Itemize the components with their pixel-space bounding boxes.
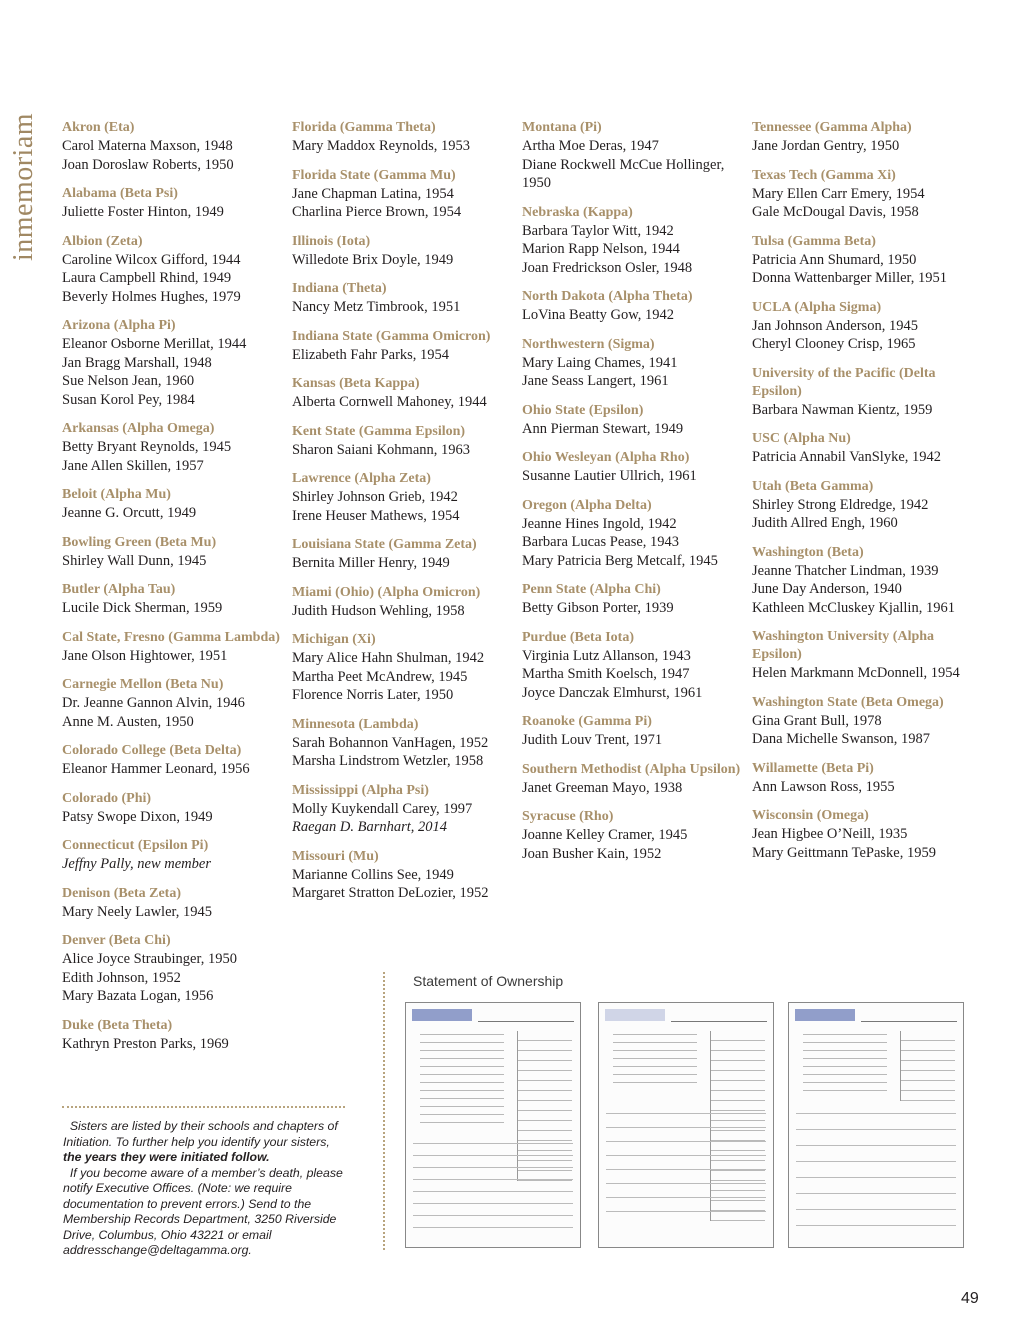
member-name: Anne M. Austen, 1950 [62, 713, 194, 730]
memoriam-column-3 [522, 119, 742, 874]
member-name: Judith Allred Engh, 1960 [752, 515, 898, 531]
membership-note [63, 1119, 348, 1259]
member-name: Marianne Collins See, 1949 [292, 866, 454, 883]
member-name: Margaret Stratton DeLozier, 1952 [292, 885, 489, 901]
chapter-name: Indiana State (Gamma Omicron) [292, 328, 491, 344]
chapter-entry [522, 402, 742, 439]
chapter-name: Colorado (Phi) [62, 790, 152, 806]
chapter-entry [752, 807, 967, 862]
member-name: Florence Norris Later, 1950 [292, 687, 454, 703]
member-name: Donna Wattenbarger Miller, 1951 [752, 270, 948, 286]
member-name: Jan Bragg Marshall, 1948 [62, 354, 212, 371]
chapter-name: Bowling Green (Beta Mu) [62, 534, 217, 550]
chapter-entry [292, 167, 517, 222]
chapter-entry [292, 328, 517, 365]
chapter-name: Indiana (Theta) [292, 281, 387, 296]
member-name: Joan Fredrickson Osler, 1948 [522, 259, 693, 276]
member-name: Sue Nelson Jean, 1960 [62, 373, 195, 389]
chapter-name: Colorado College (Beta Delta) [62, 743, 242, 758]
member-name: Barbara Taylor Witt, 1942 [522, 222, 674, 239]
chapter-name: Denver (Beta Chi) [62, 933, 171, 948]
chapter-name: Miami (Ohio) (Alpha Omicron) [292, 584, 481, 600]
member-name: Alberta Cornwell Mahoney, 1944 [292, 394, 487, 410]
member-name: Jan Johnson Anderson, 1945 [752, 317, 918, 334]
chapter-entry [62, 581, 287, 618]
chapter-name: Wisconsin (Omega) [752, 808, 869, 823]
member-name: Kathryn Preston Parks, 1969 [62, 1035, 229, 1052]
member-name: Kathleen McCluskey Kjallin, 1961 [752, 599, 955, 616]
chapter-entry [62, 317, 287, 409]
member-name: Patricia Annabil VanSlyke, 1942 [752, 449, 942, 465]
chapter-entry [522, 204, 742, 278]
chapter-entry [62, 420, 287, 475]
chapter-name: Kent State (Gamma Epsilon) [292, 423, 466, 439]
member-name: Shirley Johnson Grieb, 1942 [292, 489, 458, 505]
chapter-name: Montana (Pi) [522, 120, 602, 135]
chapter-name: Louisiana State (Gamma Zeta) [292, 537, 477, 552]
chapter-name: Illinois (Iota) [292, 233, 371, 249]
chapter-entry [292, 233, 517, 270]
member-name: Laura Campbell Rhind, 1949 [62, 270, 232, 286]
chapter-entry [522, 761, 742, 798]
chapter-name: Michigan (Xi) [292, 632, 376, 647]
member-name: Eleanor Osborne Merillat, 1944 [62, 336, 247, 352]
chapter-entry [522, 119, 742, 193]
member-name: Gina Grant Bull, 1978 [752, 712, 882, 729]
chapter-entry [62, 486, 287, 523]
chapter-entry [292, 584, 517, 621]
chapter-entry [522, 336, 742, 391]
member-name: Joan Doroslaw Roberts, 1950 [62, 156, 234, 173]
chapter-entry [62, 885, 287, 922]
member-name: Martha Smith Koelsch, 1947 [522, 666, 690, 682]
member-name: Artha Moe Deras, 1947 [522, 138, 659, 154]
chapter-entry [522, 713, 742, 750]
member-name: Lucile Dick Sherman, 1959 [62, 600, 223, 616]
chapter-entry [752, 167, 967, 222]
member-name: Jeanne G. Orcutt, 1949 [62, 505, 197, 521]
chapter-name: Oregon (Alpha Delta) [522, 497, 652, 513]
chapter-entry [292, 631, 517, 705]
member-name: Susan Korol Pey, 1984 [62, 391, 195, 408]
member-name: Mary Neely Lawler, 1945 [62, 903, 213, 920]
member-name: Willedote Brix Doyle, 1949 [292, 251, 454, 268]
member-name: Virginia Lutz Allanson, 1943 [522, 647, 691, 664]
chapter-entry [62, 629, 287, 666]
chapter-name: Mississippi (Alpha Psi) [292, 782, 429, 798]
chapter-entry [522, 449, 742, 486]
chapter-name: Beloit (Alpha Mu) [62, 487, 171, 502]
member-name: Jeffny Pally, new member [62, 856, 211, 872]
chapter-entry [62, 932, 287, 1006]
member-name: Janet Greeman Mayo, 1938 [522, 779, 683, 796]
chapter-name: Denison (Beta Zeta) [62, 885, 181, 901]
member-name: Caroline Wilcox Gifford, 1944 [62, 251, 241, 268]
chapter-entry [62, 119, 287, 174]
statement-of-ownership-title: Statement of Ownership [413, 973, 564, 989]
chapter-entry [62, 742, 287, 779]
chapter-entry [752, 478, 967, 533]
chapter-entry [62, 185, 287, 222]
chapter-name: Willamette (Beta Pi) [752, 760, 874, 776]
member-name: Charlina Pierce Brown, 1954 [292, 204, 462, 220]
chapter-name: Tulsa (Gamma Beta) [752, 233, 876, 249]
statement-form-image-3 [788, 1002, 964, 1248]
member-name: LoVina Beatty Gow, 1942 [522, 307, 675, 323]
chapter-name: Alabama (Beta Psi) [62, 186, 178, 201]
member-name: Edith Johnson, 1952 [62, 969, 181, 986]
chapter-entry [752, 694, 967, 749]
chapter-name: Ohio State (Epsilon) [522, 402, 644, 418]
chapter-entry [292, 423, 517, 460]
chapter-name: Texas Tech (Gamma Xi) [752, 167, 896, 183]
member-name: Sharon Saiani Kohmann, 1963 [292, 441, 471, 458]
chapter-name: Purdue (Beta Iota) [522, 629, 634, 645]
chapter-name: Carnegie Mellon (Beta Nu) [62, 677, 224, 692]
chapter-name: Florida (Gamma Theta) [292, 120, 436, 135]
member-name: Shirley Wall Dunn, 1945 [62, 552, 207, 569]
member-name: Marion Rapp Nelson, 1944 [522, 241, 680, 257]
chapter-name: Minnesota (Lambda) [292, 716, 419, 732]
member-name: Shirley Strong Eldredge, 1942 [752, 496, 929, 513]
chapter-name: Florida State (Gamma Mu) [292, 167, 456, 183]
member-name: Barbara Nawman Kientz, 1959 [752, 401, 933, 418]
member-name: Diane Rockwell McCue Hollinger, 1950 [522, 156, 725, 191]
member-name: Beverly Holmes Hughes, 1979 [62, 288, 241, 305]
note-paragraph-1: Sisters are listed by their schools and chapters of Initiation. To further help you identify your sisters, the years they were initiated follow. [63, 1119, 338, 1164]
memoriam-column-1 [62, 119, 287, 1064]
member-name: Marsha Lindstrom Wetzler, 1958 [292, 753, 484, 769]
member-name: Gale McDougal Davis, 1958 [752, 204, 919, 220]
member-name: Mary Geittmann TePaske, 1959 [752, 844, 936, 861]
chapter-name: Washington State (Beta Omega) [752, 694, 944, 710]
member-name: Patricia Ann Shumard, 1950 [752, 251, 917, 268]
chapter-name: Lawrence (Alpha Zeta) [292, 471, 431, 486]
chapter-name: Connecticut (Epsilon Pi) [62, 838, 209, 853]
chapter-entry [522, 629, 742, 703]
chapter-name: UCLA (Alpha Sigma) [752, 299, 882, 315]
member-name: Betty Gibson Porter, 1939 [522, 600, 674, 616]
chapter-name: Missouri (Mu) [292, 848, 379, 864]
member-name: Jane Chapman Latina, 1954 [292, 185, 454, 202]
member-name: Mary Maddox Reynolds, 1953 [292, 138, 471, 154]
chapter-name: Syracuse (Rho) [522, 809, 614, 824]
chapter-name: Ohio Wesleyan (Alpha Rho) [522, 450, 690, 465]
member-name: Susanne Lautier Ullrich, 1961 [522, 468, 697, 484]
chapter-name: Penn State (Alpha Chi) [522, 582, 661, 597]
chapter-entry [292, 119, 517, 156]
chapter-entry [62, 790, 287, 827]
memoriam-column-4 [752, 119, 967, 873]
chapter-entry [292, 280, 517, 317]
member-name: Eleanor Hammer Leonard, 1956 [62, 761, 250, 777]
member-name: Barbara Lucas Pease, 1943 [522, 534, 680, 550]
chapter-entry [292, 375, 517, 412]
page-number: 49 [961, 1290, 979, 1307]
chapter-name: Arkansas (Alpha Omega) [62, 421, 215, 436]
member-name: Joan Busher Kain, 1952 [522, 845, 662, 862]
member-name: Alice Joyce Straubinger, 1950 [62, 951, 237, 967]
member-name: Sarah Bohannon VanHagen, 1952 [292, 734, 489, 751]
chapter-name: Cal State, Fresno (Gamma Lambda) [62, 629, 280, 645]
member-name: Betty Bryant Reynolds, 1945 [62, 439, 232, 455]
chapter-name: Roanoke (Gamma Pi) [522, 714, 652, 729]
chapter-name: Northwestern (Sigma) [522, 336, 655, 352]
member-name: Dr. Jeanne Gannon Alvin, 1946 [62, 695, 245, 711]
statement-form-image-1 [405, 1002, 581, 1248]
member-name: Jane Jordan Gentry, 1950 [752, 138, 900, 154]
member-name: Judith Hudson Wehling, 1958 [292, 602, 465, 619]
chapter-entry [522, 288, 742, 325]
member-name: Mary Bazata Logan, 1956 [62, 988, 214, 1004]
chapter-entry [752, 119, 967, 156]
chapter-entry [292, 470, 517, 525]
chapter-entry [62, 534, 287, 571]
chapter-entry [292, 716, 517, 771]
chapter-entry [522, 497, 742, 571]
chapter-name: Washington University (Alpha Epsilon) [752, 629, 935, 662]
note-divider [62, 1106, 345, 1108]
member-name: Bernita Miller Henry, 1949 [292, 555, 450, 571]
member-name: Jane Olson Hightower, 1951 [62, 647, 228, 664]
chapter-name: Utah (Beta Gamma) [752, 478, 874, 494]
member-name: Jeanne Thatcher Lindman, 1939 [752, 562, 939, 579]
member-name: Ann Pierman Stewart, 1949 [522, 420, 684, 437]
member-name: Joyce Danczak Elmhurst, 1961 [522, 684, 703, 701]
chapter-entry [62, 233, 287, 307]
member-name: Raegan D. Barnhart, 2014 [292, 819, 448, 835]
member-name: Carol Materna Maxson, 1948 [62, 138, 233, 154]
chapter-name: Arizona (Alpha Pi) [62, 318, 176, 333]
chapter-name: Butler (Alpha Tau) [62, 582, 176, 597]
statement-divider [383, 972, 385, 1250]
chapter-entry [522, 581, 742, 618]
member-name: Irene Heuser Mathews, 1954 [292, 507, 460, 524]
chapter-entry [292, 782, 517, 837]
chapter-entry [62, 676, 287, 731]
chapter-entry [752, 628, 967, 683]
chapter-entry [752, 760, 967, 797]
member-name: Judith Louv Trent, 1971 [522, 732, 663, 748]
chapter-entry [752, 365, 967, 420]
chapter-entry [752, 233, 967, 288]
member-name: Elizabeth Fahr Parks, 1954 [292, 346, 450, 363]
member-name: Juliette Foster Hinton, 1949 [62, 204, 224, 220]
member-name: June Day Anderson, 1940 [752, 581, 902, 597]
chapter-name: Albion (Zeta) [62, 233, 143, 249]
member-name: Dana Michelle Swanson, 1987 [752, 731, 930, 747]
chapter-name: Akron (Eta) [62, 120, 135, 135]
member-name: Molly Kuykendall Carey, 1997 [292, 800, 473, 817]
chapter-name: University of the Pacific (Delta Epsilon) [752, 365, 936, 399]
chapter-name: Southern Methodist (Alpha Upsilon) [522, 761, 741, 777]
member-name: Cheryl Clooney Crisp, 1965 [752, 336, 916, 352]
member-name: Jane Seass Langert, 1961 [522, 373, 669, 389]
member-name: Jean Higbee O’Neill, 1935 [752, 826, 908, 842]
statement-form-image-2 [598, 1002, 774, 1248]
chapter-name: Kansas (Beta Kappa) [292, 376, 420, 391]
chapter-entry [292, 536, 517, 573]
chapter-entry [752, 544, 967, 618]
chapter-entry [752, 299, 967, 354]
member-name: Joanne Kelley Cramer, 1945 [522, 827, 688, 843]
chapter-entry [292, 848, 517, 903]
chapter-entry [752, 430, 967, 467]
member-name: Ann Lawson Ross, 1955 [752, 778, 895, 795]
chapter-entry [62, 1017, 287, 1054]
section-title: inmemoriam [8, 112, 39, 262]
chapter-name: Washington (Beta) [752, 544, 864, 560]
chapter-name: Duke (Beta Theta) [62, 1017, 173, 1033]
chapter-name: Nebraska (Kappa) [522, 204, 633, 220]
memoriam-column-2 [292, 119, 517, 914]
member-name: Mary Patricia Berg Metcalf, 1945 [522, 552, 718, 569]
member-name: Martha Peet McAndrew, 1945 [292, 668, 468, 685]
note-paragraph-2: If you become aware of a member’s death, please notify Executive Offices. (Note: we require documentation to prevent errors.) Send to the Membership Records Department, 3250 Riverside Drive, Columbus, Ohio 43221 or email addresschange@deltagamma.org. [63, 1165, 343, 1257]
member-name: Patsy Swope Dixon, 1949 [62, 808, 213, 825]
member-name: Nancy Metz Timbrook, 1951 [292, 299, 461, 315]
member-name: Jane Allen Skillen, 1957 [62, 457, 204, 474]
chapter-entry [522, 808, 742, 863]
member-name: Mary Alice Hahn Shulman, 1942 [292, 650, 485, 666]
chapter-name: USC (Alpha Nu) [752, 431, 851, 446]
member-name: Mary Laing Chames, 1941 [522, 354, 678, 371]
member-name: Mary Ellen Carr Emery, 1954 [752, 185, 925, 202]
member-name: Jeanne Hines Ingold, 1942 [522, 515, 677, 532]
member-name: Helen Markmann McDonnell, 1954 [752, 665, 960, 681]
chapter-entry [62, 837, 287, 874]
chapter-name: North Dakota (Alpha Theta) [522, 289, 693, 304]
chapter-name: Tennessee (Gamma Alpha) [752, 120, 912, 135]
